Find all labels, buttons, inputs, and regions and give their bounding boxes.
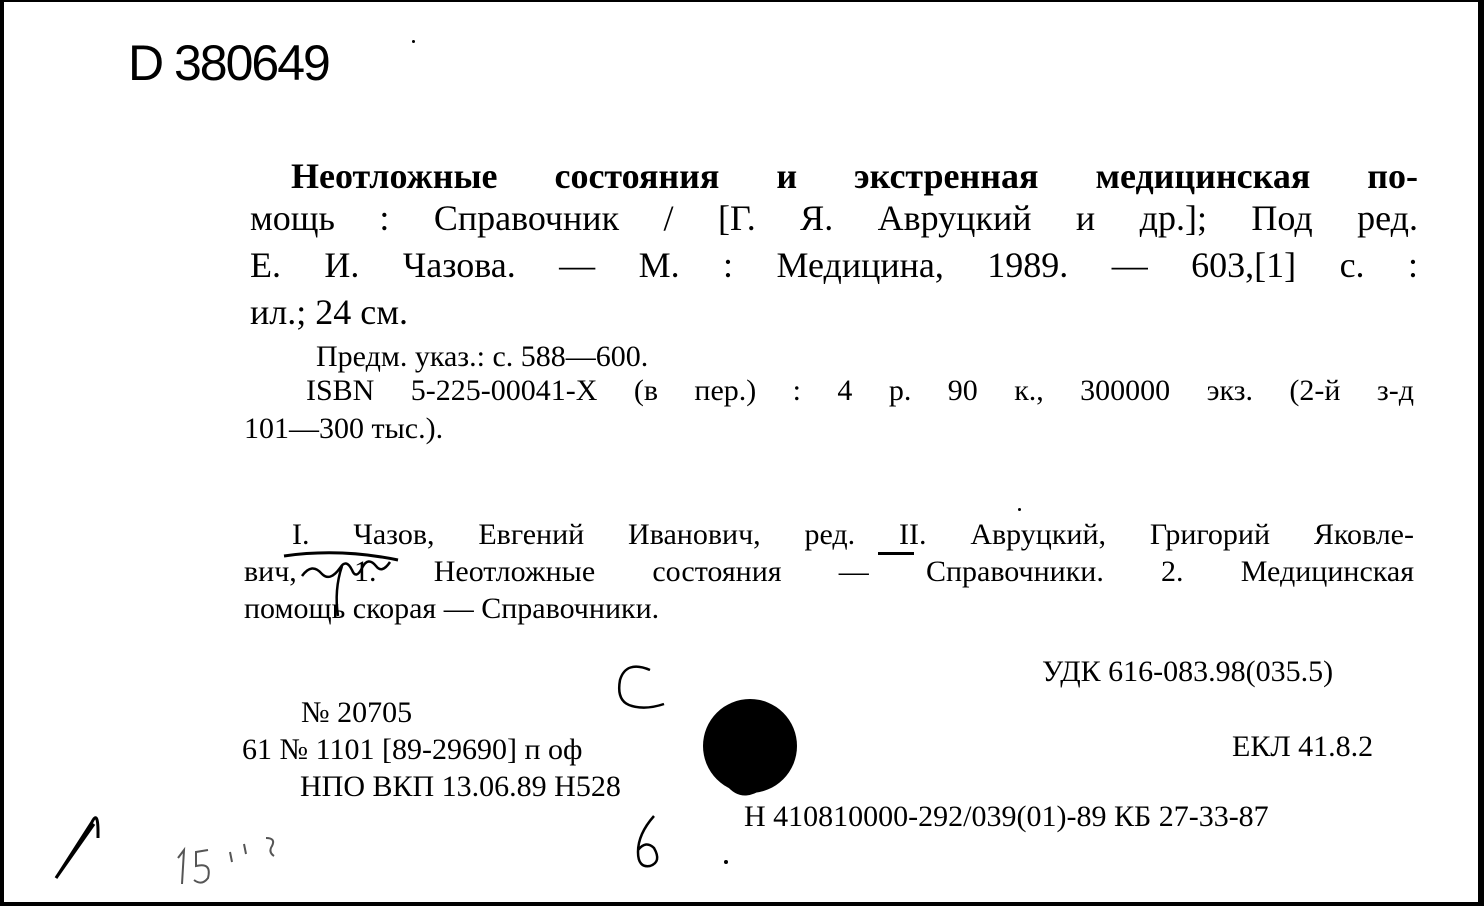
speck [1018, 508, 1021, 511]
handwritten-letter-c [606, 662, 676, 718]
record-number: № 20705 [301, 696, 413, 729]
printer-line: НПО ВКП 13.06.89 Н528 [300, 770, 621, 803]
tracing-line-1: I. Чазов, Евгений Иванович, ред. II. Авруцкий, Григорий Яковле- [292, 518, 1414, 551]
speck [724, 860, 728, 864]
price-code: Н 410810000-292/039(01)-89 КБ 27-33-87 [744, 800, 1269, 833]
handwritten-tracing-note [280, 550, 410, 620]
udk-code: УДК 616-083.98(035.5) [1042, 655, 1334, 688]
underline-mark [878, 552, 914, 555]
call-number: D 380649 [128, 35, 329, 91]
title-line-1: Неотложные состояния и экстренная медицинская по- [291, 156, 1418, 196]
subject-index-note: Предм. указ.: с. 588—600. [316, 340, 649, 373]
hole-tear-mark [724, 778, 774, 808]
handwritten-digit-6 [624, 810, 674, 874]
speck [412, 40, 415, 43]
handwritten-digit-1 [48, 798, 128, 888]
catalog-card [4, 2, 1478, 902]
isbn-line: ISBN 5-225-00041-X (в пер.) : 4 р. 90 к., 300000 экз. (2-й з-д [306, 374, 1414, 407]
tracing-line-3: помощь скорая — Справочники. [244, 592, 660, 625]
handwritten-number-bottom [168, 828, 288, 888]
isbn-line-continued: 101—300 тыс.). [244, 412, 444, 445]
order-line: 61 № 1101 [89-29690] п оф [242, 733, 583, 766]
ekl-code: ЕКЛ 41.8.2 [1232, 730, 1374, 763]
title-line-4: ил.; 24 см. [250, 292, 408, 332]
tracing-line-2: вич, 1. Неотложные состояния — Справочники. 2. Медицинская [244, 555, 1414, 588]
title-line-3: Е. И. Чазова. — М. : Медицина, 1989. — 603,[1] с. : [250, 245, 1418, 285]
title-line-2: мощь : Справочник / [Г. Я. Авруцкий и др.]; Под ред. [250, 198, 1418, 238]
